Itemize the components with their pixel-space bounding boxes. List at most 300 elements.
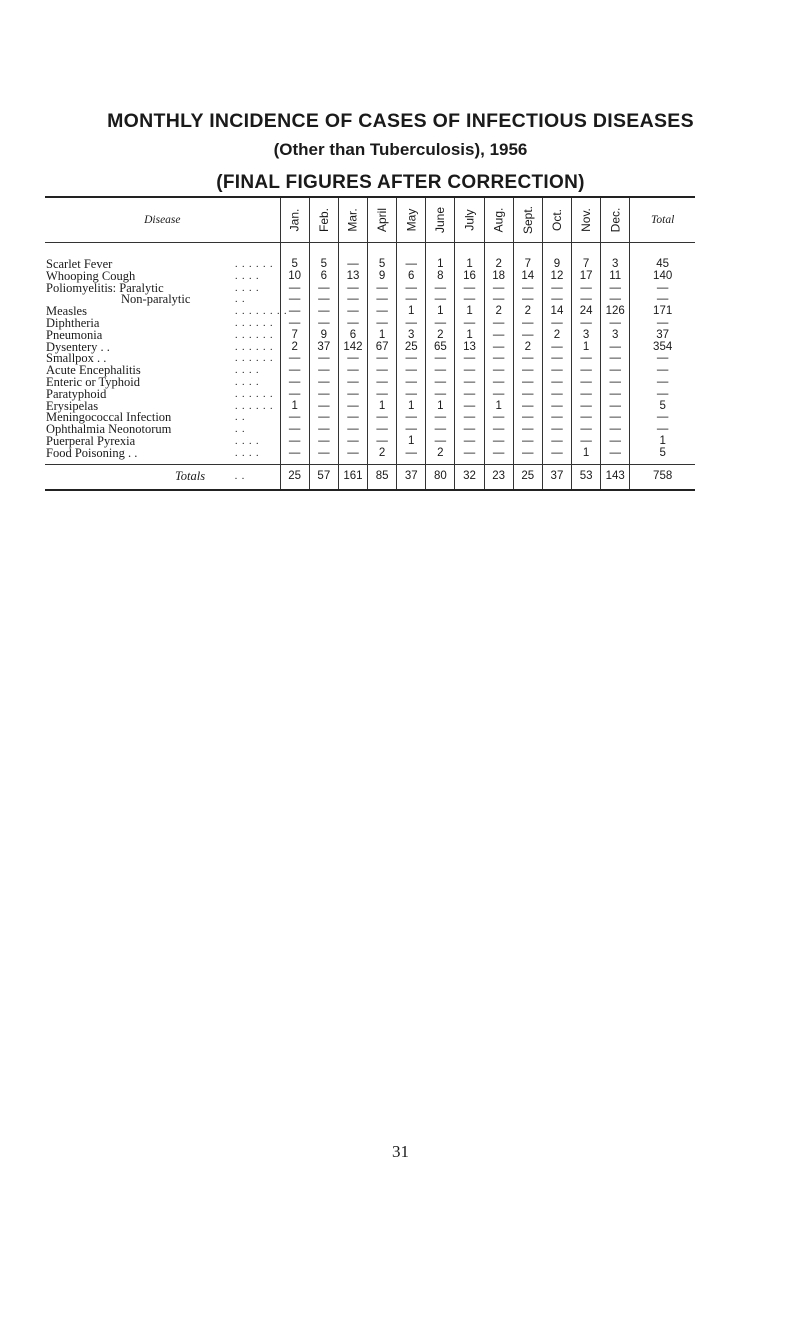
month-total: 37	[397, 464, 426, 489]
month-value: 2	[426, 448, 455, 460]
leader-dots: . . . . . . . .	[235, 306, 288, 318]
leader-dots: . . . .	[235, 282, 260, 294]
row-total: —	[630, 365, 695, 377]
month-value: —	[601, 448, 630, 460]
leader-dots: . .	[235, 424, 246, 436]
month-value: —	[368, 412, 397, 424]
header-month	[455, 198, 484, 243]
month-value: —	[601, 412, 630, 424]
month-value: —	[572, 294, 601, 306]
month-value: 2	[280, 342, 309, 354]
month-value: —	[309, 353, 338, 365]
month-value: —	[455, 401, 484, 413]
month-value: —	[309, 448, 338, 460]
month-value: —	[601, 294, 630, 306]
month-value: 126	[601, 306, 630, 318]
month-value: —	[601, 401, 630, 413]
month-value: —	[542, 283, 571, 295]
month-value: 7	[513, 259, 542, 271]
table-row	[45, 294, 695, 306]
month-value: —	[426, 353, 455, 365]
totals-row	[45, 464, 695, 489]
month-value: —	[338, 412, 367, 424]
month-value: —	[601, 424, 630, 436]
month-value: —	[338, 401, 367, 413]
month-value: —	[601, 377, 630, 389]
month-value: —	[542, 377, 571, 389]
month-value: 16	[455, 271, 484, 283]
month-value: —	[513, 377, 542, 389]
month-value: 7	[572, 259, 601, 271]
table-body	[45, 243, 695, 489]
month-value: —	[397, 377, 426, 389]
header-month-label: April	[375, 207, 390, 233]
month-value: —	[542, 353, 571, 365]
header-month	[280, 198, 309, 243]
disease-name: Diphtheria	[46, 315, 100, 330]
month-total: 53	[572, 464, 601, 489]
month-value: —	[426, 283, 455, 295]
leader-dots: . . . . . .	[235, 259, 274, 270]
month-value: —	[309, 306, 338, 318]
month-value: —	[455, 412, 484, 424]
disease-name: Ophthalmia Neonotorum	[46, 422, 172, 437]
header-month-label: May	[404, 208, 419, 232]
month-value: —	[484, 377, 513, 389]
month-value: —	[542, 342, 571, 354]
month-value: 1	[426, 306, 455, 318]
month-value: —	[280, 448, 309, 460]
month-value: —	[484, 424, 513, 436]
month-value: —	[484, 365, 513, 377]
disease-name: Acute Encephalitis	[46, 363, 141, 378]
month-value: —	[455, 389, 484, 401]
month-value: —	[280, 353, 309, 365]
month-value: —	[338, 259, 367, 271]
month-value: —	[455, 353, 484, 365]
disease-name: Poliomyelitis: Paralytic	[46, 280, 164, 295]
month-value: —	[368, 424, 397, 436]
month-value: 9	[542, 259, 571, 271]
row-total: 1	[630, 436, 695, 448]
month-total: 85	[368, 464, 397, 489]
row-total: —	[630, 283, 695, 295]
month-value: 1	[455, 259, 484, 271]
month-value: —	[572, 412, 601, 424]
month-value: 24	[572, 306, 601, 318]
table-header-row	[45, 198, 695, 243]
month-value: —	[309, 377, 338, 389]
header-month	[368, 198, 397, 243]
month-value: —	[309, 436, 338, 448]
month-value: —	[601, 353, 630, 365]
incidence-table	[45, 198, 695, 489]
month-value: —	[455, 318, 484, 330]
month-value: —	[542, 318, 571, 330]
month-value: —	[542, 424, 571, 436]
month-value: —	[426, 424, 455, 436]
month-value: 9	[309, 330, 338, 342]
month-value: —	[484, 283, 513, 295]
month-value: 11	[601, 271, 630, 283]
month-value: —	[542, 294, 571, 306]
month-value: —	[484, 436, 513, 448]
row-total: 5	[630, 401, 695, 413]
month-total: 32	[455, 464, 484, 489]
month-value: 8	[426, 271, 455, 283]
table-row	[45, 389, 695, 401]
page-title: MONTHLY INCIDENCE OF CASES OF INFECTIOUS DISEASES	[107, 110, 694, 132]
leader-dots: . . . . . .	[235, 329, 274, 341]
month-value: 10	[280, 271, 309, 283]
month-value: —	[513, 436, 542, 448]
row-total: —	[630, 377, 695, 389]
month-value: —	[513, 330, 542, 342]
month-value: 1	[280, 401, 309, 413]
month-value: —	[572, 389, 601, 401]
month-value: 6	[338, 330, 367, 342]
header-month-label: June	[433, 206, 448, 234]
month-value: —	[309, 365, 338, 377]
month-value: 1	[426, 401, 455, 413]
month-value: —	[572, 318, 601, 330]
disease-name: Erysipelas	[46, 398, 99, 413]
month-value: —	[338, 306, 367, 318]
month-value: —	[397, 353, 426, 365]
disease-name: Paratyphoid	[46, 386, 107, 401]
month-value: —	[513, 353, 542, 365]
table-row	[45, 424, 695, 436]
totals-label-cell	[45, 464, 280, 489]
month-value: —	[368, 283, 397, 295]
header-month-label: Feb.	[316, 207, 331, 233]
disease-name: Puerperal Pyrexia	[46, 433, 136, 448]
header-month-label: July	[462, 209, 477, 231]
leader-dots: . . . .	[235, 435, 260, 447]
header-total: Total	[630, 198, 695, 243]
month-value: —	[426, 389, 455, 401]
disease-name: Enteric or Typhoid	[46, 374, 141, 389]
row-total: —	[630, 353, 695, 365]
month-value: —	[484, 342, 513, 354]
disease-cell	[45, 445, 280, 460]
month-value: —	[309, 424, 338, 436]
month-value: —	[455, 365, 484, 377]
month-value: 14	[542, 306, 571, 318]
month-value: —	[397, 412, 426, 424]
month-value: —	[601, 283, 630, 295]
month-value: —	[309, 389, 338, 401]
row-total: 45	[630, 259, 695, 271]
table-row	[45, 342, 695, 354]
table-spacer-row	[45, 243, 695, 260]
month-value: 2	[484, 259, 513, 271]
header-month	[513, 198, 542, 243]
month-value: —	[484, 353, 513, 365]
month-value: 17	[572, 271, 601, 283]
month-value: —	[397, 294, 426, 306]
header-month	[601, 198, 630, 243]
row-total: —	[630, 424, 695, 436]
month-value: —	[338, 424, 367, 436]
page-subtitle: (Other than Tuberculosis), 1956	[273, 140, 528, 159]
month-value: 142	[338, 342, 367, 354]
row-total: —	[630, 318, 695, 330]
month-value: —	[368, 389, 397, 401]
month-value: —	[338, 448, 367, 460]
month-value: 1	[572, 342, 601, 354]
month-value: —	[368, 318, 397, 330]
month-value: —	[309, 283, 338, 295]
header-month-label: Aug.	[491, 207, 506, 233]
month-value: —	[338, 377, 367, 389]
row-total: —	[630, 412, 695, 424]
month-value: —	[513, 283, 542, 295]
disease-name: Meningococcal Infection	[46, 410, 172, 425]
table-row	[45, 318, 695, 330]
table-row	[45, 436, 695, 448]
header-month-label: Jan.	[287, 208, 302, 232]
month-value: —	[280, 412, 309, 424]
month-value: —	[601, 342, 630, 354]
month-value: 25	[397, 342, 426, 354]
month-total: 143	[601, 464, 630, 489]
month-value: 1	[397, 436, 426, 448]
month-value: 5	[280, 259, 309, 271]
month-value: 2	[542, 330, 571, 342]
month-value: —	[280, 318, 309, 330]
month-value: —	[601, 365, 630, 377]
month-value: —	[426, 412, 455, 424]
month-value: 65	[426, 342, 455, 354]
incidence-table-container	[45, 196, 695, 491]
month-value: —	[601, 389, 630, 401]
month-value: —	[397, 283, 426, 295]
leader-dots: . . . . . .	[235, 388, 274, 400]
month-value: —	[484, 448, 513, 460]
month-value: 1	[455, 306, 484, 318]
month-value: —	[338, 283, 367, 295]
month-value: 9	[368, 271, 397, 283]
month-value: —	[280, 365, 309, 377]
month-value: 2	[426, 330, 455, 342]
month-value: —	[368, 306, 397, 318]
month-value: —	[513, 318, 542, 330]
month-value: 13	[338, 271, 367, 283]
header-month-label: Nov.	[579, 208, 594, 232]
month-value: 7	[280, 330, 309, 342]
month-value: —	[601, 436, 630, 448]
month-value: 1	[368, 401, 397, 413]
month-value: —	[572, 377, 601, 389]
month-value: —	[309, 412, 338, 424]
month-value: —	[338, 318, 367, 330]
month-value: 37	[309, 342, 338, 354]
row-total: —	[630, 389, 695, 401]
leader-dots: . . . . . .	[235, 353, 274, 365]
leader-dots: . .	[235, 294, 246, 306]
month-value: —	[368, 377, 397, 389]
month-value: —	[572, 365, 601, 377]
leader-dots: . .	[235, 470, 246, 482]
month-value: —	[484, 294, 513, 306]
month-value: —	[397, 424, 426, 436]
month-value: —	[455, 377, 484, 389]
month-value: —	[338, 436, 367, 448]
header-month	[542, 198, 571, 243]
month-value: —	[368, 365, 397, 377]
table-row	[45, 330, 695, 342]
header-month	[484, 198, 513, 243]
leader-dots: . . . .	[235, 365, 260, 377]
month-value: —	[542, 365, 571, 377]
month-value: 2	[368, 448, 397, 460]
month-value: —	[397, 318, 426, 330]
month-value: —	[338, 294, 367, 306]
month-value: —	[484, 330, 513, 342]
header-month-label: Sept.	[520, 205, 535, 235]
leader-dots: . . . .	[235, 270, 260, 282]
disease-name: Smallpox . .	[46, 351, 107, 366]
header-month	[338, 198, 367, 243]
month-value: —	[572, 283, 601, 295]
disease-name: Dysentery . .	[46, 339, 110, 354]
month-value: 18	[484, 271, 513, 283]
month-value: —	[280, 389, 309, 401]
month-value: —	[338, 353, 367, 365]
month-value: 14	[513, 271, 542, 283]
month-value: 1	[397, 401, 426, 413]
month-value: —	[426, 294, 455, 306]
month-value: 1	[455, 330, 484, 342]
month-value: —	[338, 365, 367, 377]
disease-name: Measles	[46, 304, 87, 319]
month-value: 3	[397, 330, 426, 342]
month-value: —	[455, 294, 484, 306]
month-value: —	[484, 318, 513, 330]
month-value: 67	[368, 342, 397, 354]
table-row	[45, 377, 695, 389]
month-value: —	[309, 401, 338, 413]
month-value: —	[455, 436, 484, 448]
month-value: —	[513, 412, 542, 424]
month-value: —	[484, 412, 513, 424]
disease-name: Pneumonia	[46, 327, 103, 342]
totals-label: Totals	[175, 468, 206, 483]
month-value: —	[455, 283, 484, 295]
table-row	[45, 448, 695, 460]
header-month	[572, 198, 601, 243]
month-value: 3	[601, 259, 630, 271]
month-value: 3	[572, 330, 601, 342]
month-value: 1	[397, 306, 426, 318]
month-value: —	[280, 424, 309, 436]
month-value: —	[572, 424, 601, 436]
row-total: 171	[630, 306, 695, 318]
month-value: —	[280, 436, 309, 448]
grand-total: 758	[630, 464, 695, 489]
month-value: 13	[455, 342, 484, 354]
leader-dots: . . . .	[235, 447, 260, 459]
month-value: —	[309, 318, 338, 330]
month-value: —	[572, 353, 601, 365]
month-value: 5	[368, 259, 397, 271]
month-value: —	[280, 306, 309, 318]
month-value: —	[572, 436, 601, 448]
month-value: —	[368, 353, 397, 365]
month-value: 12	[542, 271, 571, 283]
header-month	[426, 198, 455, 243]
month-value: 2	[513, 342, 542, 354]
row-total: 37	[630, 330, 695, 342]
leader-dots: . . . . . .	[235, 400, 274, 412]
month-value: —	[397, 365, 426, 377]
month-value: —	[513, 389, 542, 401]
month-value: —	[280, 283, 309, 295]
month-value: —	[338, 389, 367, 401]
month-value: —	[513, 401, 542, 413]
month-value: —	[397, 389, 426, 401]
month-value: —	[513, 294, 542, 306]
header-month	[309, 198, 338, 243]
row-total: —	[630, 294, 695, 306]
month-value: —	[426, 365, 455, 377]
month-value: 2	[484, 306, 513, 318]
month-value: 1	[368, 330, 397, 342]
header-month	[397, 198, 426, 243]
month-value: —	[280, 377, 309, 389]
month-value: —	[455, 424, 484, 436]
table-row	[45, 365, 695, 377]
month-value: —	[397, 448, 426, 460]
month-value: —	[368, 436, 397, 448]
month-value: —	[426, 436, 455, 448]
month-value: 5	[309, 259, 338, 271]
header-month-label: Dec.	[608, 207, 623, 233]
month-total: 80	[426, 464, 455, 489]
month-total: 37	[542, 464, 571, 489]
month-value: —	[513, 448, 542, 460]
table-row	[45, 306, 695, 318]
month-value: —	[455, 448, 484, 460]
month-value: 1	[426, 259, 455, 271]
row-total: 5	[630, 448, 695, 460]
month-value: —	[542, 448, 571, 460]
month-value: 3	[601, 330, 630, 342]
month-value: —	[513, 365, 542, 377]
month-value: 2	[513, 306, 542, 318]
month-value: —	[426, 377, 455, 389]
row-total: 140	[630, 271, 695, 283]
month-value: —	[280, 294, 309, 306]
header-disease: Disease	[45, 198, 280, 243]
month-value: —	[309, 294, 338, 306]
month-value: —	[542, 436, 571, 448]
page-number: 31	[392, 1142, 409, 1161]
table-row	[45, 353, 695, 365]
month-total: 25	[513, 464, 542, 489]
month-value: —	[542, 412, 571, 424]
month-total: 25	[280, 464, 309, 489]
month-value: —	[572, 401, 601, 413]
month-value: —	[397, 259, 426, 271]
header-month-label: Mar.	[345, 208, 360, 232]
page-subtitle-2: (FINAL FIGURES AFTER CORRECTION)	[216, 172, 585, 193]
header-month-label: Oct.	[549, 208, 564, 232]
disease-name: Whooping Cough	[46, 268, 136, 283]
month-value: —	[601, 318, 630, 330]
leader-dots: . . . .	[235, 376, 260, 388]
